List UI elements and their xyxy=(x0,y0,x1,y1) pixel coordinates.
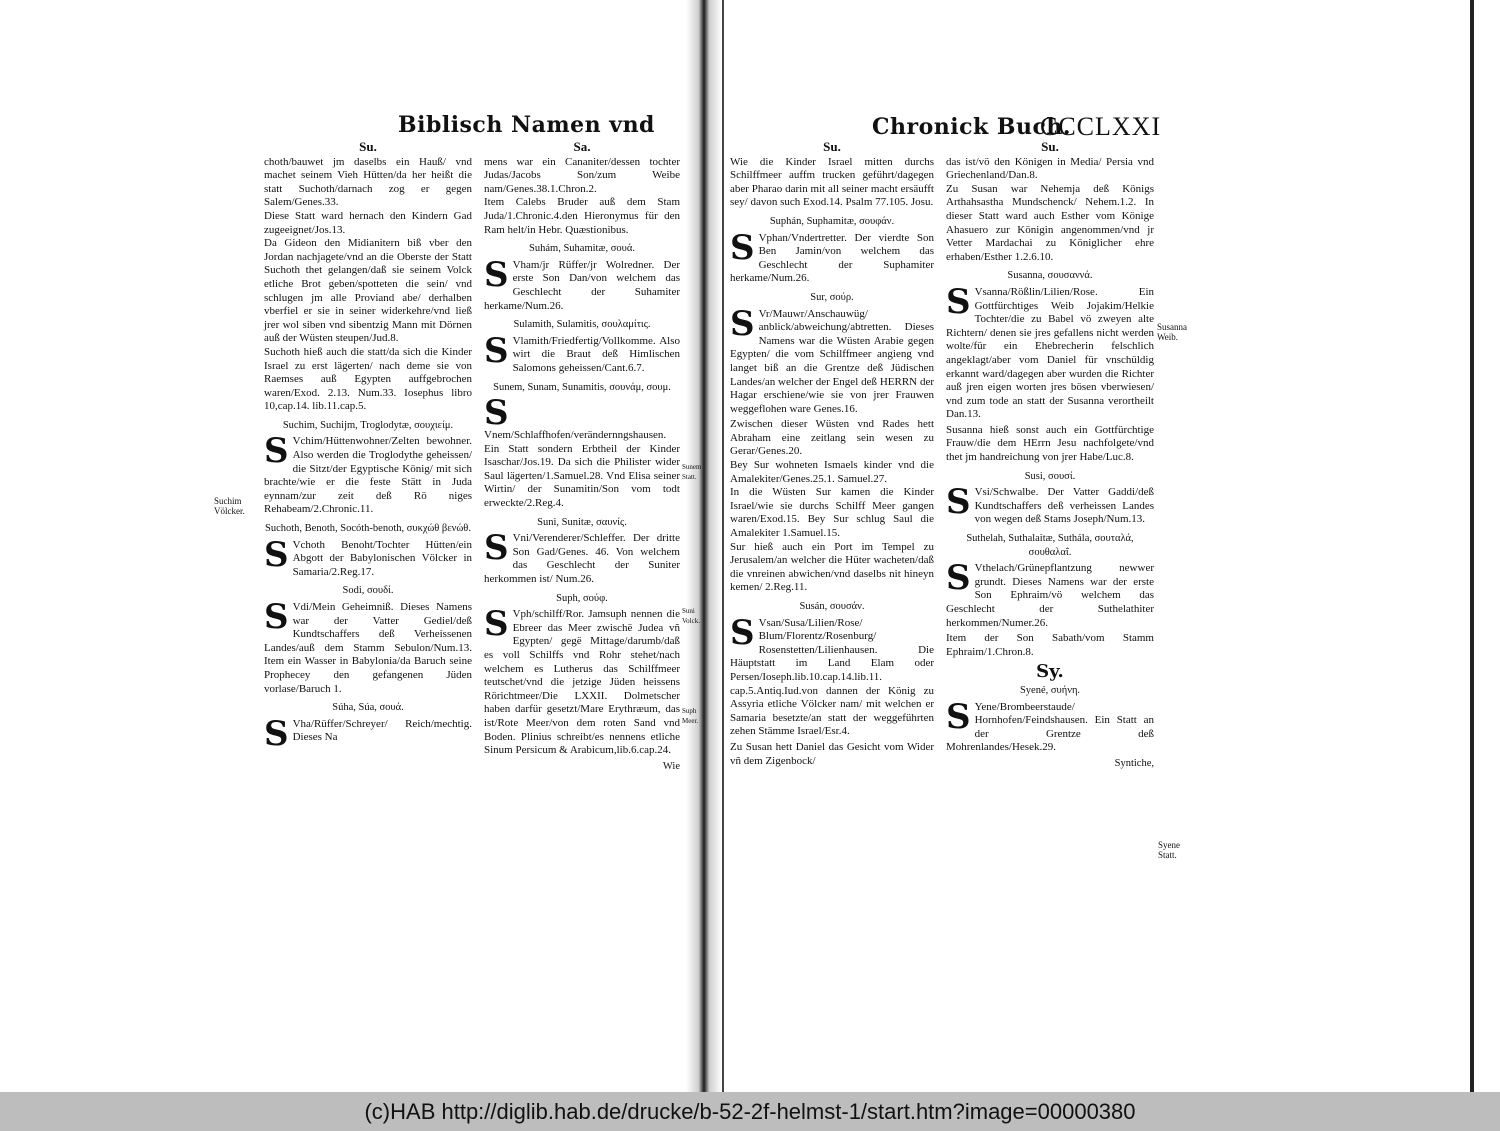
entry-text: Vni/Verenderer/Schleffer. Der dritte Son Gad/Genes. 46. Von welchem das Geschlecht der Suniter herkommen ist/ Num.26. xyxy=(484,532,680,586)
copyright-footer xyxy=(0,1092,1500,1131)
paragraph: das ist/vö den Königen in Media/ Persia vnd Griechenland/Dan.8. xyxy=(946,155,1154,182)
margin-note: Suni Volck. xyxy=(682,607,700,625)
entry-text: Vph/schilff/Ror. Jamsuph nennen die Ebreer das Meer zwischë Judea vñ Egypten/ gegë Mittage/darumb/daß es voll Schilffs vnd Rohr stehet/nach welchem es Lutherus das Schilffmeer teutschet/vnd die jetzige Jüden heissens Rörichtmeer/Die LXXII. Dolmetscher haben darfür gesetzt/Mare Erythræum, das ist/Rote Meer/von dem roten Sand vnd Boden. Plinius schreibt/es nennens etliche Sinum Persicum & Arabicum,lib.6.cap.24. xyxy=(484,608,680,757)
margin-note: Suchim Völcker. xyxy=(214,496,245,516)
lemma-heading: Suphán, Suphamitæ, σουφάν. xyxy=(769,215,895,227)
paragraph: Zu Susan war Nehemja deß Königs Arthahsastha Mundschenck/ Nehem.1.2. In dieser Statt ward auch Esther vom Könige Ahasuero zur Königin angenommen/vnd jr Vetter Mardachai zu Königlicher ehre erhaben/Esther 1.2.6.10. xyxy=(946,182,1154,263)
page-edge-right xyxy=(1470,0,1474,1092)
lemma-heading: Suthelah, Suthalaitæ, Suthála, σουταλά, σουθαλαΐ. xyxy=(966,533,1134,558)
entry-text: Vsan/Susa/Lilien/Rose/ Blum/Florentz/Rosenburg/ Rosenstetten/Lilienhausen. Die Häuptstatt im Land Elam oder Persen/Ioseph.lib.10.cap.14.lib.11. cap.5.Antiq.Iud.von dannen der König zu Assyria etliche Völcker nam/ mit welchen er Samaria besetzte/an statt der weggeführten zehen Stämme Israel/Esr.4. xyxy=(730,616,934,738)
column-head: Sa. xyxy=(573,139,591,154)
drop-initial: S xyxy=(946,281,971,322)
entry-text: Vsi/Schwalbe. Der Vatter Gaddi/deß Kundtschaffers deß verheissen Landes von wegen deß Stams Joseph/Num.13. xyxy=(974,486,1154,526)
column-head: Su. xyxy=(823,139,841,154)
lemma-heading: Suph, σούφ. xyxy=(556,592,608,604)
left-page-column-2 xyxy=(484,140,680,773)
lemma-heading: Suchim, Suchijm, Troglodytæ, σουχιείμ. xyxy=(282,419,454,431)
entry-text: Vchim/Hüttenwohner/Zelten bewohner. Also werden die Troglodythe geheissen/ die Sitzt/der Egyptische König/ mit sich brachte/wie er die feste Stätt in Juda eynnam/zur zeit deß Rö niges Rehabeam/2.Chronic.11. xyxy=(264,435,472,516)
paragraph: Zwischen dieser Wüsten vnd Rades hett Abraham eine zeitlang sein wesen zu Gerar/Genes.20. xyxy=(730,418,934,458)
entry-text: Vlamith/Friedfertig/Vollkomme. Also wirt die Braut deß Himlischen Salomons geheissen/Cant.6.7. xyxy=(512,334,680,374)
drop-initial: S xyxy=(946,482,971,523)
entry-text: Vchoth Benoht/Tochter Hütten/ein Abgott der Babylonischen Völcker in Samaria/2.Reg.17. xyxy=(292,538,472,578)
paragraph: Susanna hieß sonst auch ein Gottfürchtige Frauw/die dem HErrn Jesu nachfolgete/vnd thet jm handreichung von jrer Habe/Luc.8. xyxy=(946,423,1154,464)
dictionary-entry xyxy=(946,558,1154,630)
dictionary-entry xyxy=(264,431,472,517)
dictionary-entry xyxy=(484,254,680,313)
drop-initial: S xyxy=(730,612,755,653)
paragraph: Suchoth hieß auch die statt/da sich die Kinder Israel zu erst lägerten/ nach deme sie von Raemses auß Egypten auffgebrochen waren/Exod. 2.13. Num.33. Iosephus libro 10,cap.14. lib.11.cap.5. xyxy=(264,345,472,413)
drop-initial: S xyxy=(730,227,755,268)
margin-note: Sunem Statt. xyxy=(682,463,702,481)
entry-text: Vha/Rüffer/Schreyer/ Reich/mechtig. Dieses Na xyxy=(292,717,472,744)
lemma-heading: Susanna, σουσαννά. xyxy=(1007,270,1093,282)
entry-text: Vnem/Schlaffhofen/verändernngshausen. Ein Statt sondern Erbtheil der Kinder Isaschar/Jos.19. Da sich die Philister wider Saul lägerten/1.Samuel.28. Vnd Elisa seiner Wirtin/ der Sunamitin/Son vom todt erweckte/2.Reg.4. xyxy=(484,429,680,510)
entry-text: Vham/jr Rüffer/jr Wolredner. Der erste Son Dan/von welchem das Geschlecht der Suhamiter herkame/Num.26. xyxy=(484,258,680,312)
entry-text: Vdi/Mein Geheimniß. Dieses Namens war der Vatter Gediel/deß Kundtschaffers deß Verheissenen Landes/auß dem Stamm Sebulon/Num.13. Item ein Wasser in Babylonia/da Baruch seine Prophecey den gefangenen Jüden vorlase/Baruch 1. xyxy=(264,601,472,695)
left-running-head: Biblisch Namen vnd xyxy=(398,112,655,138)
left-page-column-1 xyxy=(264,139,472,754)
paragraph: Wie die Kinder Israel mitten durchs Schilffmeer auffm trucken geführt/dagegen aber Pharao darin mit all seiner macht ersäufft sey/ davon such Exod.14. Psalm 77.105. Josu. xyxy=(730,155,934,209)
lemma-heading: Sur, σούρ. xyxy=(810,291,854,303)
dictionary-entry xyxy=(484,330,680,376)
drop-initial: S xyxy=(484,254,509,295)
drop-initial: S xyxy=(484,330,509,371)
drop-initial: S xyxy=(484,604,509,645)
paragraph: Item Calebs Bruder auß dem Stam Juda/1.Chronic.4.den Hieronymus für den Ram helt/in Hebr. Quæstionibus. xyxy=(484,196,680,236)
column-head: Su. xyxy=(1041,139,1059,154)
dictionary-entry xyxy=(730,227,934,286)
book-gutter xyxy=(686,0,722,1092)
lemma-heading: Suhám, Suhamitæ, σουά. xyxy=(529,243,635,255)
dictionary-entry xyxy=(730,303,934,417)
drop-initial: S xyxy=(264,597,289,637)
lemma-heading: Susán, σουσάν. xyxy=(799,601,865,612)
paragraph: choth/bauwet jm daselbs ein Hauß/ vnd machet seinem Vieh Hütten/da her heißt die statt Suchoth/darnach zog er gegen Salem/Genes.33. xyxy=(264,155,472,209)
dictionary-entry xyxy=(730,612,934,739)
drop-initial: S xyxy=(484,528,509,569)
lemma-heading: Sodi, σουδί. xyxy=(342,585,394,597)
dictionary-entry xyxy=(946,482,1154,527)
drop-initial: S xyxy=(264,431,289,472)
folio-number: CCCLXXI xyxy=(1040,112,1162,141)
margin-note: Suph Meer. xyxy=(682,707,699,725)
right-page-column-2 xyxy=(946,140,1154,771)
paragraph: Diese Statt ward hernach den Kindern Gad zugeeignet/Jos.13. xyxy=(264,209,472,236)
catchword: Syntiche, xyxy=(1114,757,1154,769)
paragraph: Bey Sur wohneten Ismaels kinder vnd die Amalekiter/Genes.25.1. Samuel.27. xyxy=(730,459,934,485)
paragraph: In die Wüsten Sur kamen die Kinder Israel/wie sie durchs Schilff Meer gangen waren/Exod.15. Bey Sur schlug Saul die Amalekiter 1.Samuel.15. xyxy=(730,486,934,540)
drop-initial: S xyxy=(946,558,971,599)
entry-text: Yene/Brombeerstaude/ Hornhofen/Feindshausen. Ein Statt an der Grentze deß Mohrenlandes/Hesek.29. xyxy=(946,700,1154,754)
lemma-heading: Suchoth, Benoth, Socóth-benoth, συκχώθ βενώθ. xyxy=(265,523,471,535)
drop-initial: S xyxy=(946,696,971,737)
dictionary-entry xyxy=(264,597,472,696)
drop-initial: S xyxy=(264,713,289,754)
footer-text: (c)HAB http://diglib.hab.de/drucke/b-52-2f-helmst-1/start.htm?image=00000380 xyxy=(364,1098,1136,1124)
page-edge-left xyxy=(722,0,724,1092)
dictionary-entry xyxy=(946,281,1154,422)
drop-initial: S xyxy=(730,303,755,344)
lemma-heading: Suni, Sunitæ, σαυνίς. xyxy=(537,516,627,528)
dictionary-entry xyxy=(484,393,680,511)
dictionary-entry xyxy=(484,528,680,586)
drop-initial: S xyxy=(264,534,289,575)
lemma-heading: Susi, σουσί. xyxy=(1024,470,1076,482)
dictionary-entry xyxy=(264,534,472,580)
margin-note: Susanna Weib. xyxy=(1157,322,1187,342)
column-head: Su. xyxy=(359,139,377,154)
lemma-heading: Súha, Súa, σουά. xyxy=(332,702,404,714)
entry-text: Vphan/Vndertretter. Der vierdte Son Ben Jamin/von welchem das Geschlecht der Suphamiter herkame/Num.26. xyxy=(730,231,934,285)
entry-text: Vr/Mauwr/Anschauwüg/ anblick/abweichung/abtretten. Dieses Namens war die Wüsten Arabie gegen Egypten/ die vom Schilffmeer angieng vnd langet biß an die Grentze deß Jüdischen Landes/an welcher der Engel deß HERRN der Hagar erschiene/wie sie von jrer Frauwen weggeflohen ware Genes.16. xyxy=(730,307,934,415)
lemma-heading: Syené, συήνη. xyxy=(1019,684,1081,696)
catchword: Wie xyxy=(662,760,680,772)
paragraph: Zu Susan hett Daniel das Gesicht vom Wider vñ dem Zigenbock/ xyxy=(730,740,934,767)
margin-note: Syene Statt. xyxy=(1158,840,1180,860)
paragraph: Sur hieß auch ein Port im Tempel zu Jerusalem/an welcher die Hüter wacheten/daß die vnreinen abwichen/vnd daselbs nit hineyn kemen/ 2.Reg.11. xyxy=(730,540,934,594)
right-page-column-1 xyxy=(730,140,934,768)
lemma-heading: Sulamith, Sulamitis, σουλαμίτις. xyxy=(513,319,651,331)
dictionary-entry xyxy=(264,713,472,754)
section-heading: Sy. xyxy=(1036,661,1064,683)
paragraph: Da Gideon den Midianitern biß vber den Jordan nachjagete/vnd an die Oberste der Statt Suchoth thet gelangen/daß sie seinem Volck etliche Brot geben/spotteten die sein/ vnd schlugen jm alle Proviand abe/ derhalben vberfiel er sie in seiner widerkehre/vnd ließ jrer wol siben vnd sibentzig Mann mit Dörnen auß der Wüsten steupen/Jud.8. xyxy=(264,237,472,345)
paragraph: mens war ein Cananiter/dessen tochter Judas/Jacobs Son/zum Weibe nam/Genes.38.1.Chron.2. xyxy=(484,155,680,195)
paragraph: Item der Son Sabath/vom Stamm Ephraim/1.Chron.8. xyxy=(946,632,1154,658)
dictionary-entry xyxy=(946,696,1154,755)
entry-text: Vthelach/Grünepflantzung newwer grundt. Dieses Namens war der erste Son Ephraim/vö welchem das Geschlecht der Suthelathiter herkommen/Numer.26. xyxy=(946,562,1154,629)
lemma-heading: Sunem, Sunam, Sunamitis, σουνάμ, σουμ. xyxy=(493,381,671,393)
dictionary-entry xyxy=(484,604,680,758)
drop-initial: S xyxy=(484,393,509,434)
entry-text: Vsanna/Rößlin/Lilien/Rose. Ein Gottfürchtiges Weib Jojakim/Helkie Tochter/die zu Babel vö zweyen alte Richtern/ denen sie jres gefallens nicht werden wolte/für ein Ehebrecherin felschlich angeklagt/aber vom Daniel für vnschüldig erkannt ward/dagegen aber wurden die Richter auß jren eigen worten jres bösen vberwiesen/ vnd zum tode an statt der Susanna verortheilt Dan.13. xyxy=(946,285,1154,421)
right-running-head: Chronick Buch. xyxy=(872,114,1072,140)
